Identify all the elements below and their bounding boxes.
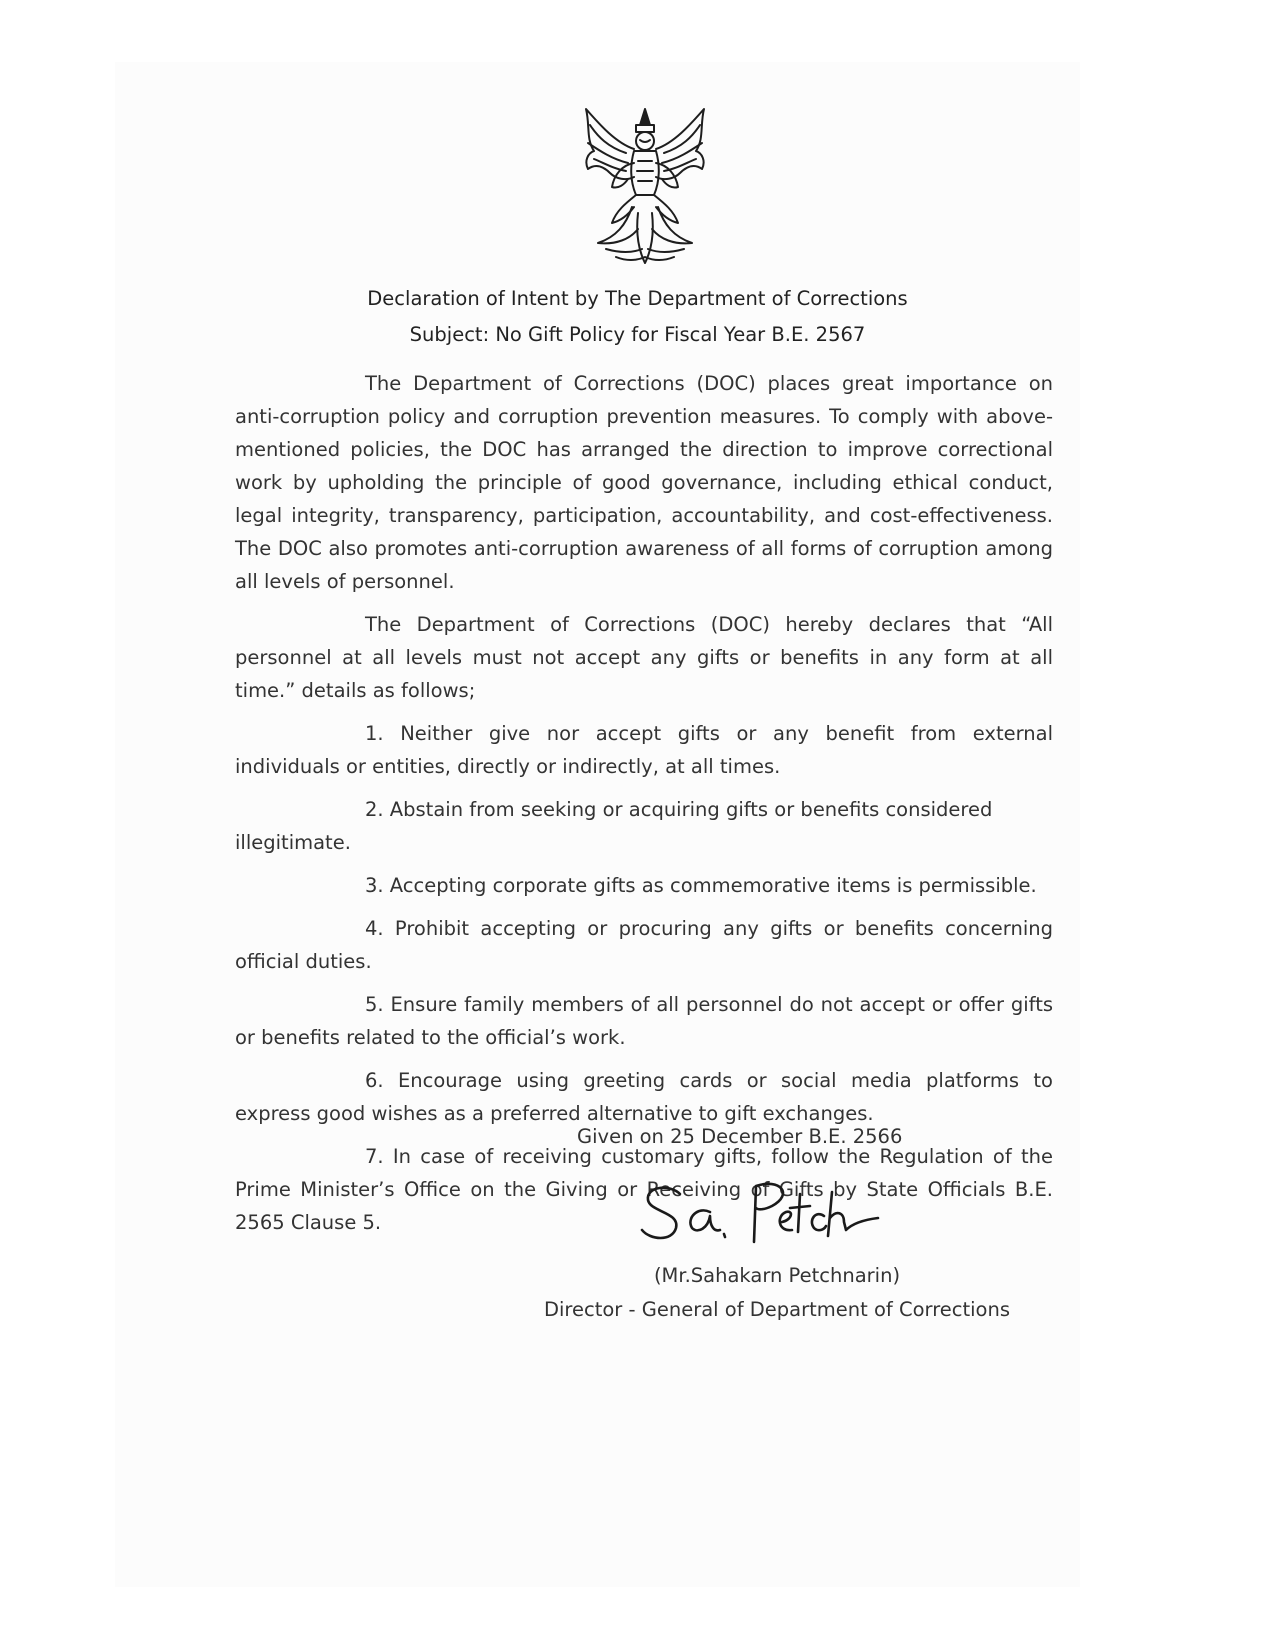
policy-item-7: 7. In case of receiving customary gifts, follow the Regulation of the Prime Minister’s Office on the Giving or Receiving of Gifts by State Officials B.E. 2565 Clause 5. [235, 1145, 1053, 1234]
policy-item-4: 4. Prohibit accepting or procuring any gifts or benefits concerning official duties. [235, 917, 1053, 973]
garuda-emblem-icon [576, 103, 714, 268]
signer-name: (Mr.Sahakarn Petchnarin) [653, 1264, 901, 1287]
document-body [235, 367, 1053, 1249]
policy-item-6: 6. Encourage using greeting cards or social media platforms to express good wishes as a preferred alternative to gift exchanges. [235, 1069, 1053, 1125]
policy-item-3: 3. Accepting corporate gifts as commemorative items is permissible. [365, 874, 1037, 897]
policy-item-2: 2. Abstain from seeking or acquiring gifts or benefits considered illegitimate. [235, 798, 993, 854]
intro-paragraph: The Department of Corrections (DOC) places great importance on anti-corruption policy and corruption prevention measures. To comply with above-mentioned policies, the DOC has arranged the direction to improve correctional work by upholding the principle of good governance, including ethical conduct, legal integrity, transparency, participation, accountability, and cost-effectiveness. The DOC also promotes anti-corruption awareness of all forms of corruption among all levels of personnel. [235, 372, 1053, 593]
document-title: Declaration of Intent by The Department of Corrections [367, 287, 908, 310]
signer-title: Director - General of Department of Corrections [543, 1298, 1011, 1321]
given-date: Given on 25 December B.E. 2566 [577, 1125, 903, 1148]
policy-item-1: 1. Neither give nor accept gifts or any benefit from external individuals or entities, directly or indirectly, at all times. [235, 722, 1053, 778]
policy-item-5: 5. Ensure family members of all personnel do not accept or offer gifts or benefits related to the official’s work. [235, 993, 1053, 1049]
declaration-paragraph: The Department of Corrections (DOC) hereby declares that “All personnel at all levels must not accept any gifts or benefits in any form at all time.” details as follows; [235, 613, 1053, 702]
signature [640, 1172, 880, 1252]
document-subject: Subject: No Gift Policy for Fiscal Year B.E. 2567 [409, 323, 866, 346]
